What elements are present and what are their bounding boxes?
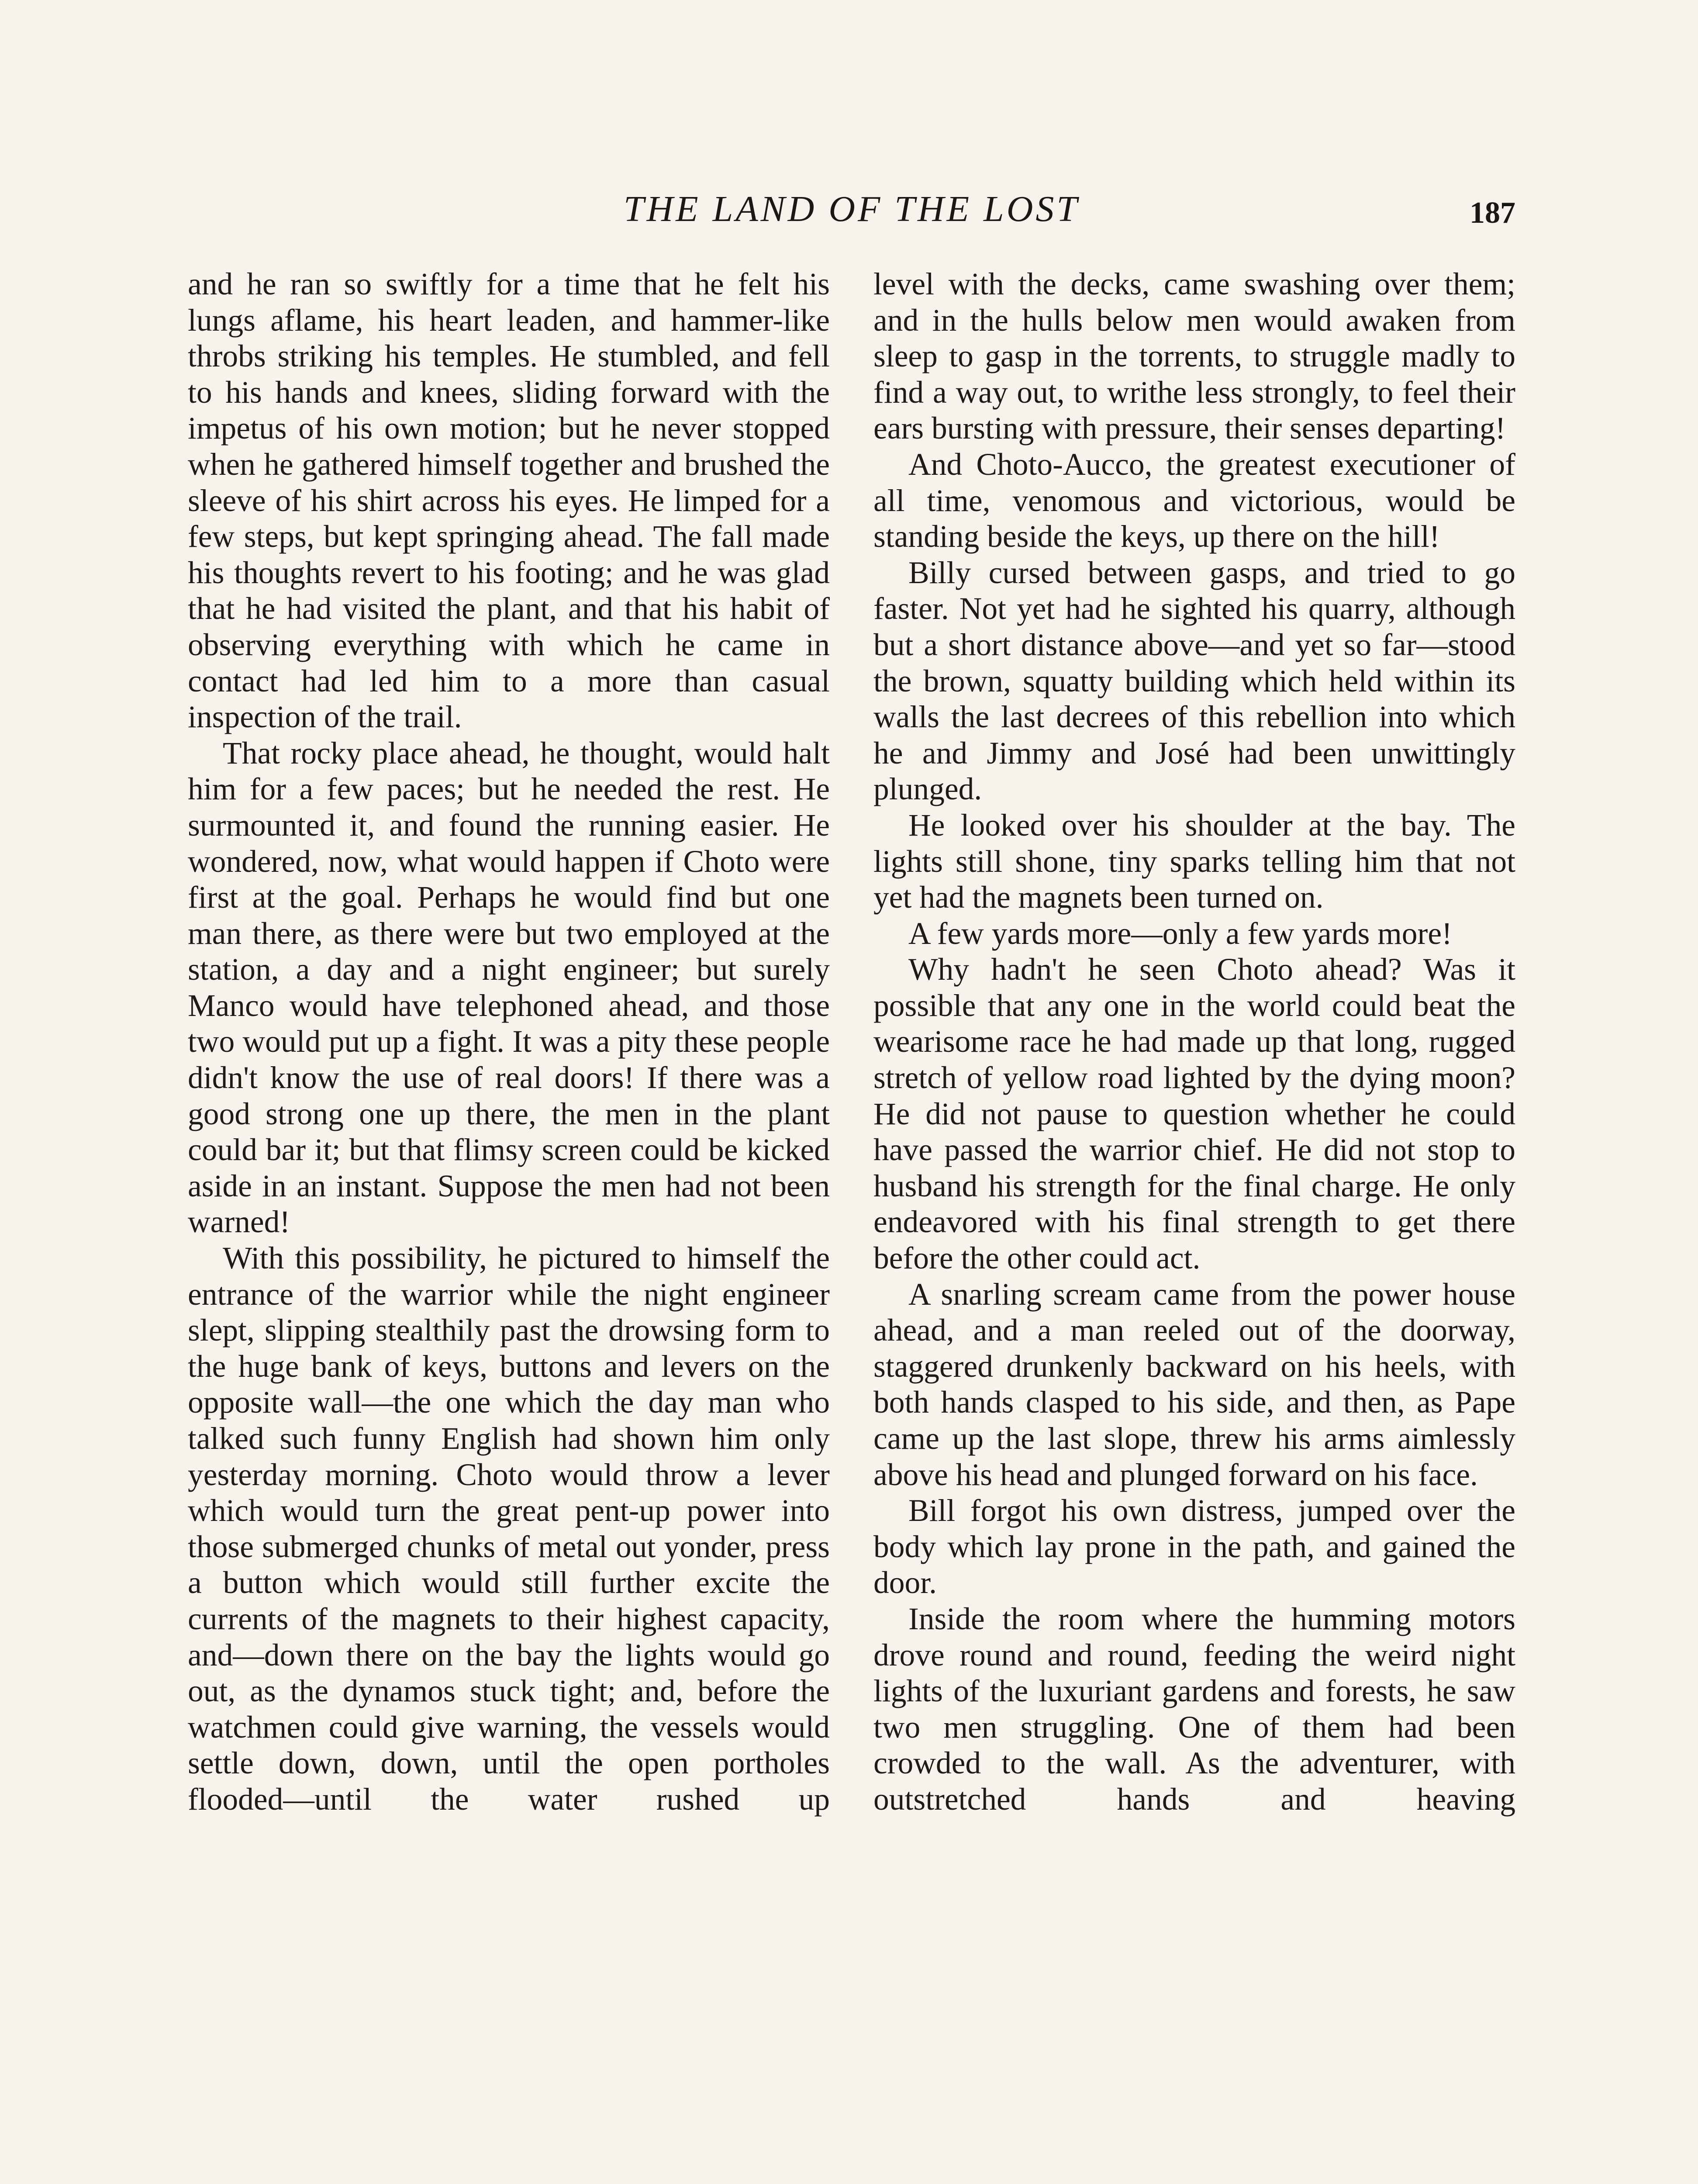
page-number: 187: [1470, 196, 1515, 230]
paragraph: and he ran so swiftly for a time that he felt his lungs aflame, his heart leaden, and hammer-like throbs striking his temples. He stumbled, and fell to his hands and knees, sliding forward with the impetus of his own motion; but he never stopped when he gathered himself together and brushed the sleeve of his shirt across his eyes. He limped for a few steps, but kept springing ahead. The fall made his thoughts revert to his footing; and he was glad that he had visited the plant, and that his habit of observing everything with which he came in contact had led him to a more than casual inspection of the trail.: [188, 267, 830, 735]
paragraph: That rocky place ahead, he thought, would halt him for a few paces; but he needed the rest. He surmounted it, and found the running easier. He wondered, now, what would happen if Choto were first at the goal. Perhaps he would find but one man there, as there were but two employed at the station, a day and a night engineer; but surely Manco would have telephoned ahead, and those two would put up a fight. It was a pity these people didn't know the use of real doors! If there was a good strong one up there, the men in the plant could bar it; but that flimsy screen could be kicked aside in an instant. Suppose the men had not been warned!: [188, 736, 830, 1240]
paragraph: A snarling scream came from the power house ahead, and a man reeled out of the doorway, staggered drunkenly backward on his heels, with both hands clasped to his side, and then, as Pape came up the last slope, threw his arms aimlessly above his head and plunged forward on his face.: [873, 1277, 1515, 1492]
paragraph: level with the decks, came swashing over them; and in the hulls below men would awaken from sleep to gasp in the torrents, to struggle madly to find a way out, to writhe less strongly, to feel their ears bursting with pressure, their senses departing!: [873, 267, 1515, 446]
paragraph: And Choto-Aucco, the greatest executioner of all time, venomous and victorious, would be standing beside the keys, up there on the hill!: [873, 447, 1515, 554]
paragraph: Bill forgot his own distress, jumped over the body which lay prone in the path, and gained the door.: [873, 1493, 1515, 1600]
paragraph: Billy cursed between gasps, and tried to go faster. Not yet had he sighted his quarry, although but a short distance above—and yet so far—stood the brown, squatty building which held within its walls the last decrees of this rebellion into which he and Jimmy and José had been unwittingly plunged.: [873, 555, 1515, 807]
paragraph: A few yards more—only a few yards more!: [908, 916, 1452, 951]
paragraph: He looked over his shoulder at the bay. The lights still shone, tiny sparks telling him that not yet had the magnets been turned on.: [873, 808, 1515, 915]
paragraph: With this possibility, he pictured to himself the entrance of the warrior while the night engineer slept, slipping stealthily past the drowsing form to the huge bank of keys, buttons and levers on the opposite wall—the one which the day man who talked such funny English had shown him only yesterday morning. Choto would throw a lever which would turn the great pent-up power into those submerged chunks of metal out yonder, press a button which would still further excite the currents of the magnets to their highest capacity, and—down there on the bay the lights would go out, as the dynamos stuck tight; and, before the watchmen could give warning, the vessels would settle down, down, until the open portholes flooded—until the water rushed up: [188, 1241, 830, 1817]
running-title: THE LAND OF THE LOST: [623, 189, 1080, 229]
right-column: [873, 266, 1515, 1818]
paragraph: Inside the room where the humming motors drove round and round, feeding the weird night lights of the luxuriant gardens and forests, he saw two men struggling. One of them had been crowded to the wall. As the adventurer, with outstretched hands and heaving: [873, 1601, 1515, 1817]
left-column: [188, 266, 830, 1818]
paragraph: Why hadn't he seen Choto ahead? Was it possible that any one in the world could beat the wearisome race he had made up that long, rugged stretch of yellow road lighted by the dying moon? He did not pause to question whether he could have passed the warrior chief. He did not stop to husband his strength for the final charge. He only endeavored with his final strength to get there before the other could act.: [873, 952, 1515, 1276]
